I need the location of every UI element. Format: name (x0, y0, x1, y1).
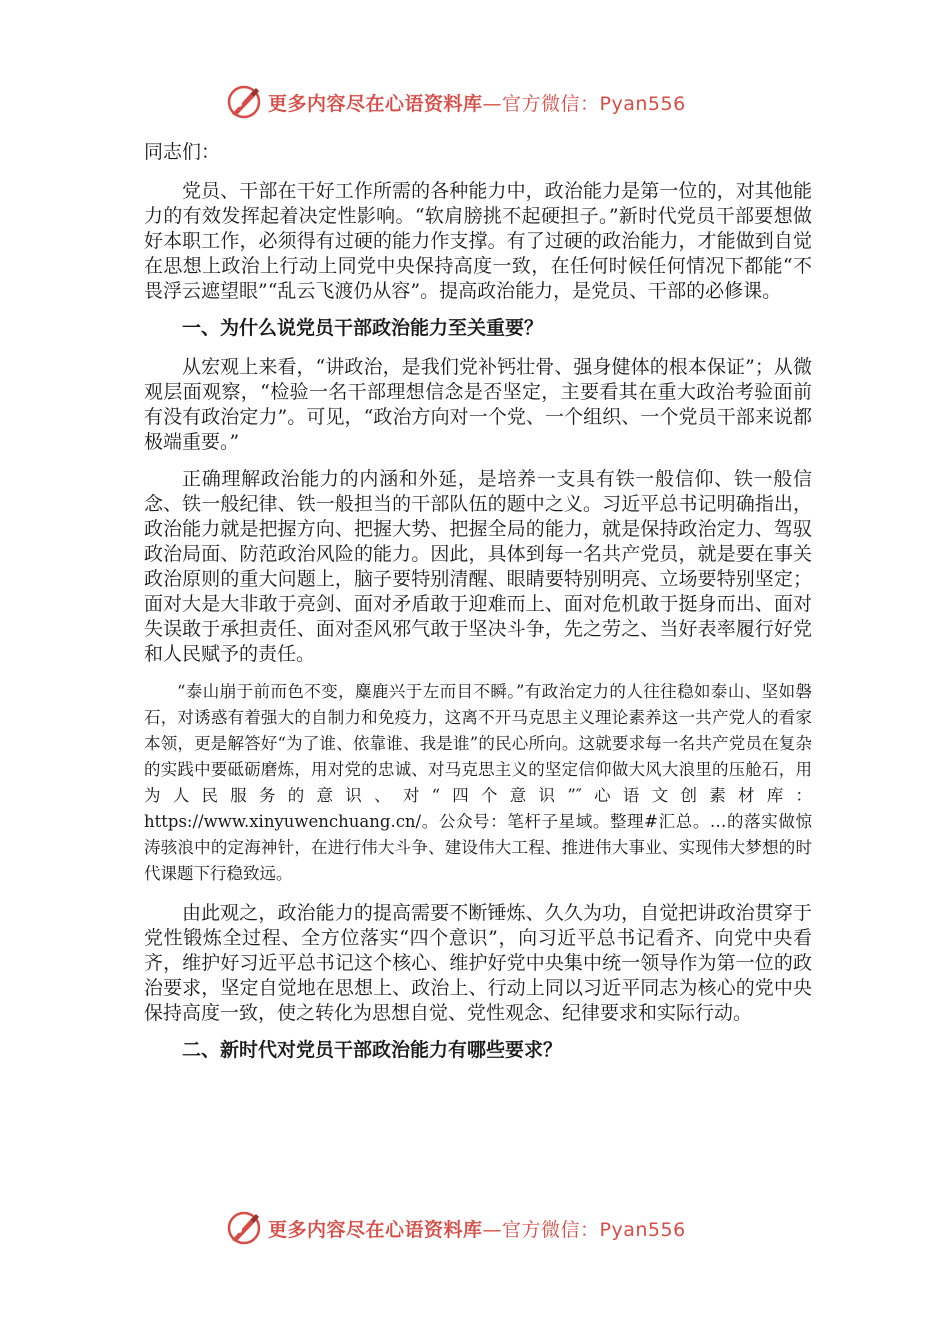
section-heading: 二、新时代对党员干部政治能力有哪些要求？ (182, 1039, 563, 1061)
paragraph: 由此观之，政治能力的提高需要不断锤炼、久久为功，自觉把讲政治贯穿于党性锻炼全过程、全方位落实“四个意识”，向习近平总书记看齐、向党中央看齐，维护好习近平总书记这个核心、维护好党中央集中统一领导作为第一位的政治要求，坚定自觉地在思想上、政治上、行动上同以习近平同志为核心的党中央保持高度一致，使之转化为思想自觉、党性观念、纪律要求和实际行动。 (144, 902, 812, 1024)
pen-circle-logo-icon (226, 1210, 262, 1246)
banner-wechat-id: Pyan556 (599, 92, 686, 115)
section-heading: 一、为什么说党员干部政治能力至关重要？ (182, 317, 544, 339)
pen-circle-logo-icon (226, 84, 262, 120)
banner-separator: — (482, 92, 503, 115)
banner-wechat-id: Pyan556 (599, 1218, 686, 1241)
footer-banner (226, 1208, 746, 1248)
banner-wechat-label: 官方微信： (502, 1218, 600, 1241)
paragraph: 从宏观上来看，“讲政治，是我们党补钙壮骨、强身健体的根本保证”；从微观层面观察，“检验一名干部理想信念是否坚定，主要看其在重大政治考验面前有没有政治定力”。可见，“政治方向对一个党、一个组织、一个党员干部来说都极端重要。” (144, 356, 812, 453)
document-body (144, 140, 812, 1077)
paragraph: 正确理解政治能力的内涵和外延，是培养一支具有铁一般信仰、铁一般信念、铁一般纪律、铁一般担当的干部队伍的题中之义。习近平总书记明确指出，政治能力就是把握方向、把握大势、把握全局的能力，就是保持政治定力、驾驭政治局面、防范政治风险的能力。因此，具体到每一名共产党员，就是要在事关政治原则的重大问题上，脑子要特别清醒、眼睛要特别明亮、立场要特别坚定；面对大是大非敢于亮剑、面对矛盾敢于迎难而上、面对危机敢于挺身而出、面对失误敢于承担责任、面对歪风邪气敢于坚决斗争，先之劳之、当好表率履行好党和人民赋予的责任。 (144, 468, 812, 665)
banner-wechat-label: 官方微信： (502, 92, 600, 115)
banner-separator: — (482, 1218, 503, 1241)
paragraph: “泰山崩于前而色不变，麋鹿兴于左而目不瞬。”有政治定力的人往往稳如泰山、坚如磐石，对诱惑有着强大的自制力和免疫力，这离不开马克思主义理论素养这一共产党人的看家本领，更是解答好“为了谁、依靠谁、我是谁”的民心所向。这就要求每一名共产党员在复杂的实践中要砥砺磨炼，用对党的忠诚、对马克思主义的坚定信仰做大风大浪里的压舱石，用为人民服务的意识、对“四个意识”″心语文创素材库：https://www.xinyuwenchuang.cn/。公众号：笔杆子星域。整理#汇总。…的落实做惊涛骇浪中的定海神针，在进行伟大斗争、建设伟大工程、推进伟大事业、实现伟大梦想的时代课题下行稳致远。 (144, 682, 812, 883)
banner-main-text: 更多内容尽在心语资料库 (268, 1218, 483, 1241)
header-banner (226, 82, 746, 122)
banner-text (268, 1215, 686, 1242)
greeting: 同志们： (144, 141, 221, 163)
banner-text (268, 89, 686, 116)
banner-main-text: 更多内容尽在心语资料库 (268, 92, 483, 115)
paragraph: 党员、干部在干好工作所需的各种能力中，政治能力是第一位的，对其他能力的有效发挥起着决定性影响。“软肩膀挑不起硬担子。”新时代党员干部要想做好本职工作，必须得有过硬的能力作支撑。有了过硬的政治能力，才能做到自觉在思想上政治上行动上同党中央保持高度一致，在任何时候任何情况下都能“不畏浮云遮望眼”“乱云飞渡仍从容”。提高政治能力，是党员、干部的必修课。 (144, 180, 812, 302)
